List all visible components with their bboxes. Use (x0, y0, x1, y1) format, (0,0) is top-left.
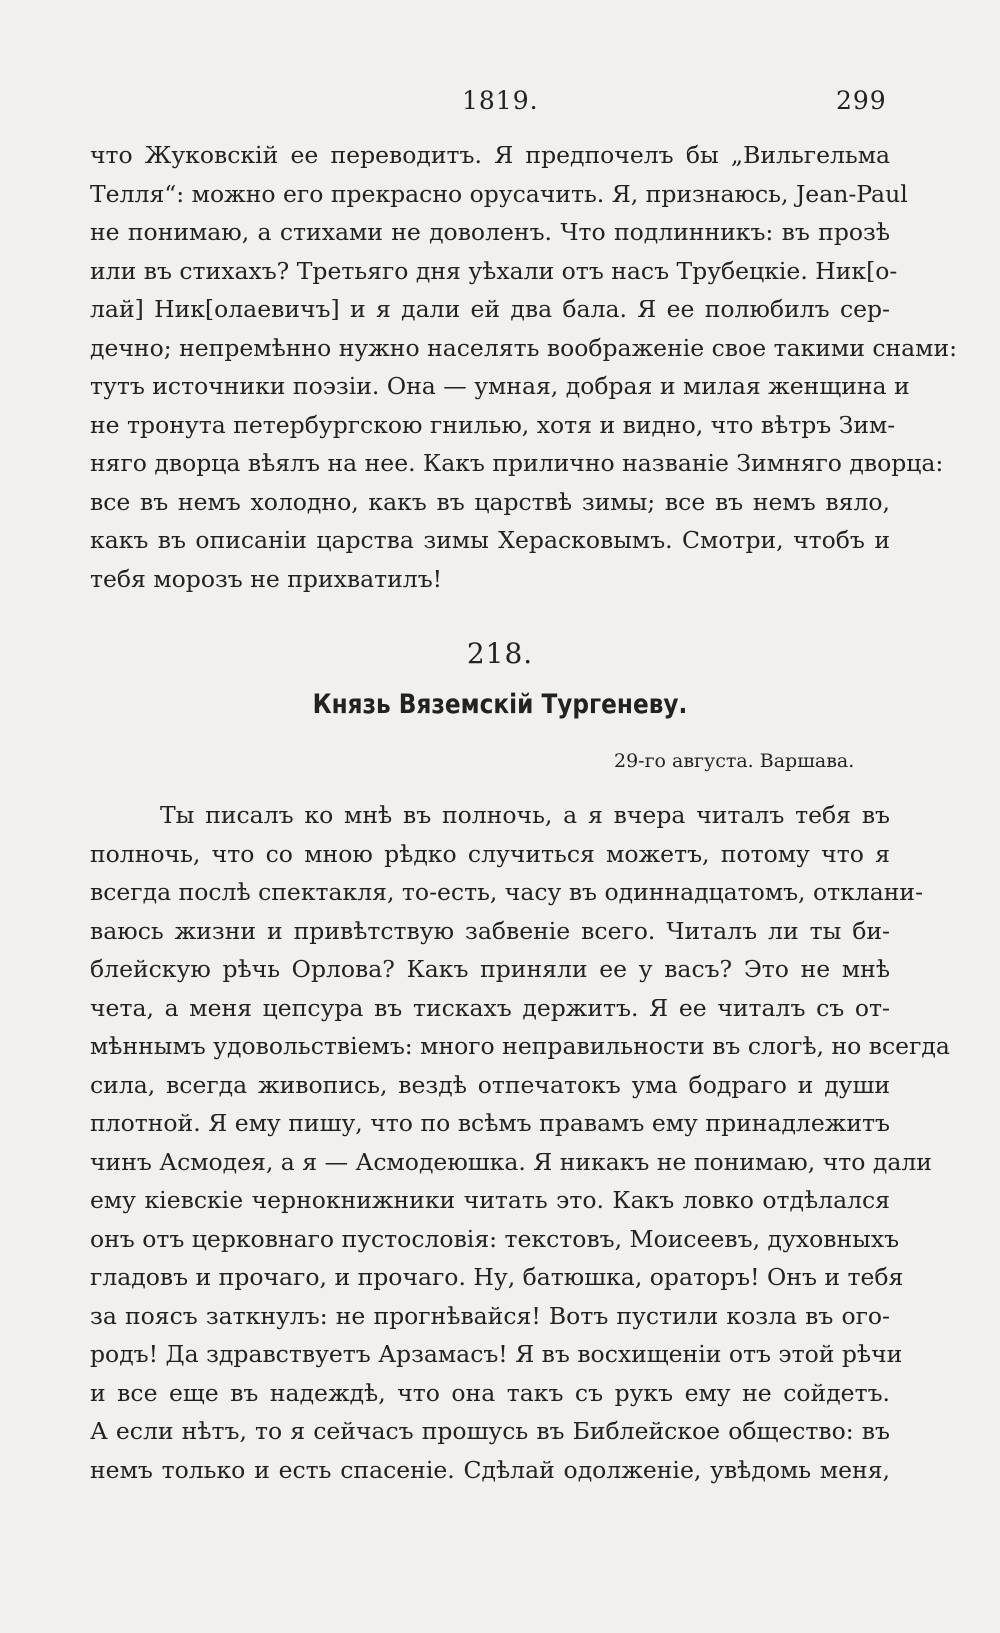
text-line: какъ въ описаніи царства зимы Херасковымъ. Смотри, чтобъ и (90, 526, 890, 554)
text-line: гладовъ и прочаго, и прочаго. Ну, батюшка, ораторъ! Онъ и тебя (90, 1263, 904, 1291)
continued-letter-text (90, 136, 958, 598)
text-line: не понимаю, а стихами не доволенъ. Что подлинникъ: въ прозѣ (90, 218, 890, 246)
text-line: блейскую рѣчь Орлова? Какъ приняли ее у васъ? Это не мнѣ (90, 955, 890, 983)
text-line: что Жуковскій ее переводитъ. Я предпочелъ бы „Вильгельма (90, 141, 890, 169)
text-line: за поясъ заткнулъ: не прогнѣвайся! Вотъ пустили козла въ ого- (90, 1301, 890, 1330)
text-line: полночь, что со мною рѣдко случиться можетъ, потому что я (90, 839, 890, 868)
text-line: мѣннымъ удовольствіемъ: много неправильности въ слогѣ, но всегда (90, 1032, 950, 1060)
page-number: 299 (836, 86, 887, 115)
letter-body (90, 796, 950, 1489)
text-line: Телля“: можно его прекрасно орусачить. Я, признаюсь, Jean-Paul (90, 179, 908, 208)
text-line: лай] Ник[олаевичъ] и я дали ей два бала. Я ее полюбилъ сер- (90, 295, 890, 323)
text-line: плотной. Я ему пишу, что по всѣмъ правамъ ему принадлежитъ (90, 1109, 890, 1137)
text-line: ваюсь жизни и привѣтствую забвеніе всего. Читалъ ли ты би- (90, 916, 890, 945)
text-line: дечно; непремѣнно нужно населять воображеніе свое такими снами: (90, 333, 958, 362)
running-head-year: 1819. (462, 86, 539, 115)
text-line: онъ отъ церковнаго пустословія: текстовъ, Моисеевъ, духовныхъ (90, 1224, 900, 1253)
letter-heading: Князь Вяземскій Тургеневу. (312, 689, 688, 720)
text-line: все въ немъ холодно, какъ въ царствѣ зимы; все въ немъ вяло, (90, 487, 890, 516)
text-line: няго дворца вѣялъ на нее. Какъ прилично названіе Зимняго дворца: (90, 449, 944, 477)
text-line: чета, а меня цепсура въ тискахъ держитъ. Я ее читалъ съ от- (90, 993, 890, 1022)
text-line: чинъ Асмодея, а я — Асмодеюшка. Я никакъ не понимаю, что дали (90, 1147, 932, 1176)
text-line: Ты писалъ ко мнѣ въ полночь, а я вчера читалъ тебя въ (160, 801, 890, 829)
running-head (0, 86, 1000, 120)
letter-dateline: 29-го августа. Варшава. (614, 750, 855, 772)
text-line: тутъ источники поэзіи. Она — умная, добрая и милая женщина и (90, 372, 910, 400)
text-line: А если нѣтъ, то я сейчасъ прошусь въ Библейское общество: въ (90, 1417, 890, 1445)
text-line: ему кіевскіе чернокнижники читать это. Какъ ловко отдѣлался (90, 1186, 890, 1214)
text-line: всегда послѣ спектакля, то-есть, часу въ одиннадцатомъ, отклани- (90, 878, 924, 906)
text-line: родъ! Да здравствуетъ Арзамасъ! Я въ восхищеніи отъ этой рѣчи (90, 1340, 903, 1368)
text-line: или въ стихахъ? Третьяго дня уѣхали отъ насъ Трубецкіе. Ник[о- (90, 256, 898, 285)
letter-number: 218. (466, 637, 534, 670)
text-line: не тронута петербургскою гнилью, хотя и видно, что вѣтръ Зим- (90, 410, 896, 439)
text-line: немъ только и есть спасеніе. Сдѣлай одолженіе, увѣдомь меня, (90, 1455, 890, 1484)
text-line: тебя морозъ не прихватилъ! (90, 564, 443, 593)
text-line: и все еще въ надеждѣ, что она такъ съ рукъ ему не сойдетъ. (90, 1378, 890, 1407)
text-line: сила, всегда живопись, вездѣ отпечатокъ ума бодраго и души (90, 1070, 890, 1099)
